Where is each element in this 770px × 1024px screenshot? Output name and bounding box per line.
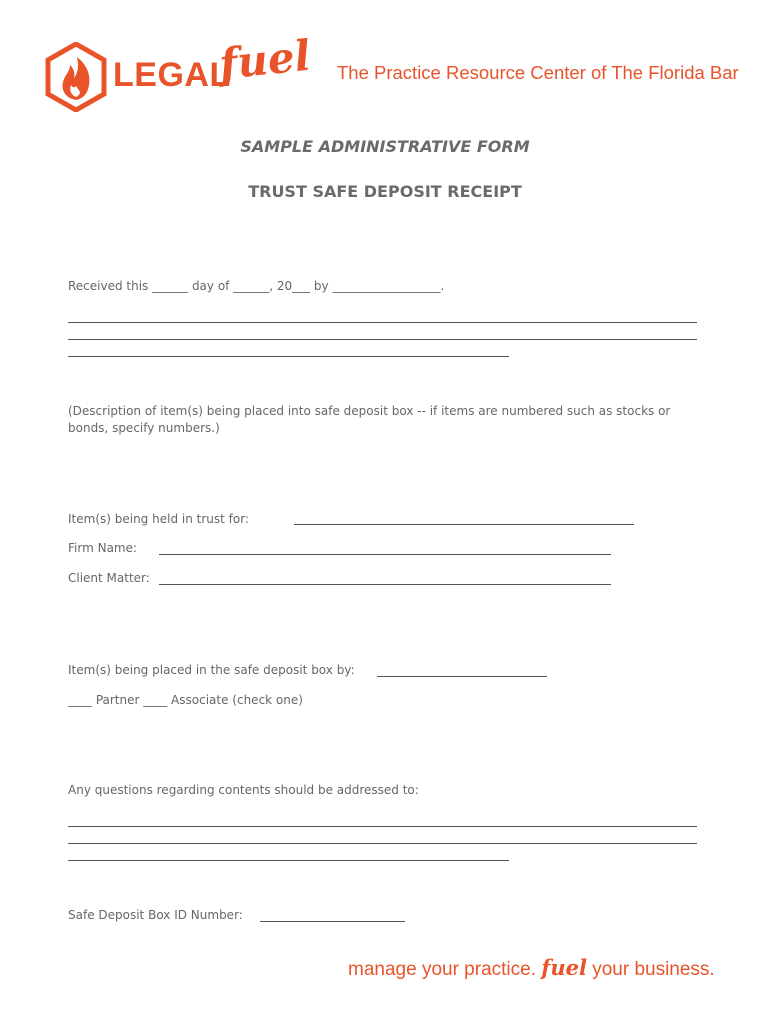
- description-blank-line-2[interactable]: [68, 339, 697, 340]
- firm-name-field[interactable]: [159, 554, 611, 555]
- placed-by-field[interactable]: [377, 676, 547, 677]
- questions-blank-line-3[interactable]: [68, 860, 509, 861]
- description-blank-line-3[interactable]: [68, 356, 509, 357]
- description-instructions-line-1: (Description of item(s) being placed into safe deposit box -- if items are numbered such as stocks or: [68, 404, 671, 418]
- logo-script-word: fuel: [216, 30, 313, 90]
- questions-label: Any questions regarding contents should be addressed to:: [68, 783, 419, 797]
- questions-blank-line-1[interactable]: [68, 826, 697, 827]
- questions-blank-line-2[interactable]: [68, 843, 697, 844]
- footer-slogan-part1: manage your practice.: [348, 959, 536, 980]
- held-in-trust-label: Item(s) being held in trust for:: [68, 512, 249, 526]
- box-id-label: Safe Deposit Box ID Number:: [68, 908, 243, 922]
- form-category-label: SAMPLE ADMINISTRATIVE FORM: [240, 137, 530, 156]
- held-in-trust-field[interactable]: [294, 524, 634, 525]
- description-blank-line-1[interactable]: [68, 322, 697, 323]
- footer-slogan-script: fuel: [541, 955, 587, 980]
- form-title: TRUST SAFE DEPOSIT RECEIPT: [248, 182, 522, 201]
- footer-slogan: [348, 955, 715, 981]
- footer-slogan-part2: your business.: [592, 959, 715, 980]
- description-instructions-line-2: bonds, specify numbers.): [68, 421, 220, 435]
- client-matter-field[interactable]: [159, 584, 611, 585]
- received-line: Received this ______ day of ______, 20___ by __________________.: [68, 279, 445, 293]
- placed-by-label: Item(s) being placed in the safe deposit box by:: [68, 663, 355, 677]
- header-tagline: The Practice Resource Center of The Florida Bar: [337, 62, 739, 83]
- client-matter-label: Client Matter:: [68, 571, 150, 585]
- legalfuel-logo-mark: [45, 42, 107, 112]
- logo-wordmark: LEGAL: [113, 56, 231, 94]
- firm-name-label: Firm Name:: [68, 541, 138, 555]
- box-id-field[interactable]: [260, 921, 405, 922]
- partner-associate-choice[interactable]: ____ Partner ____ Associate (check one): [68, 693, 303, 707]
